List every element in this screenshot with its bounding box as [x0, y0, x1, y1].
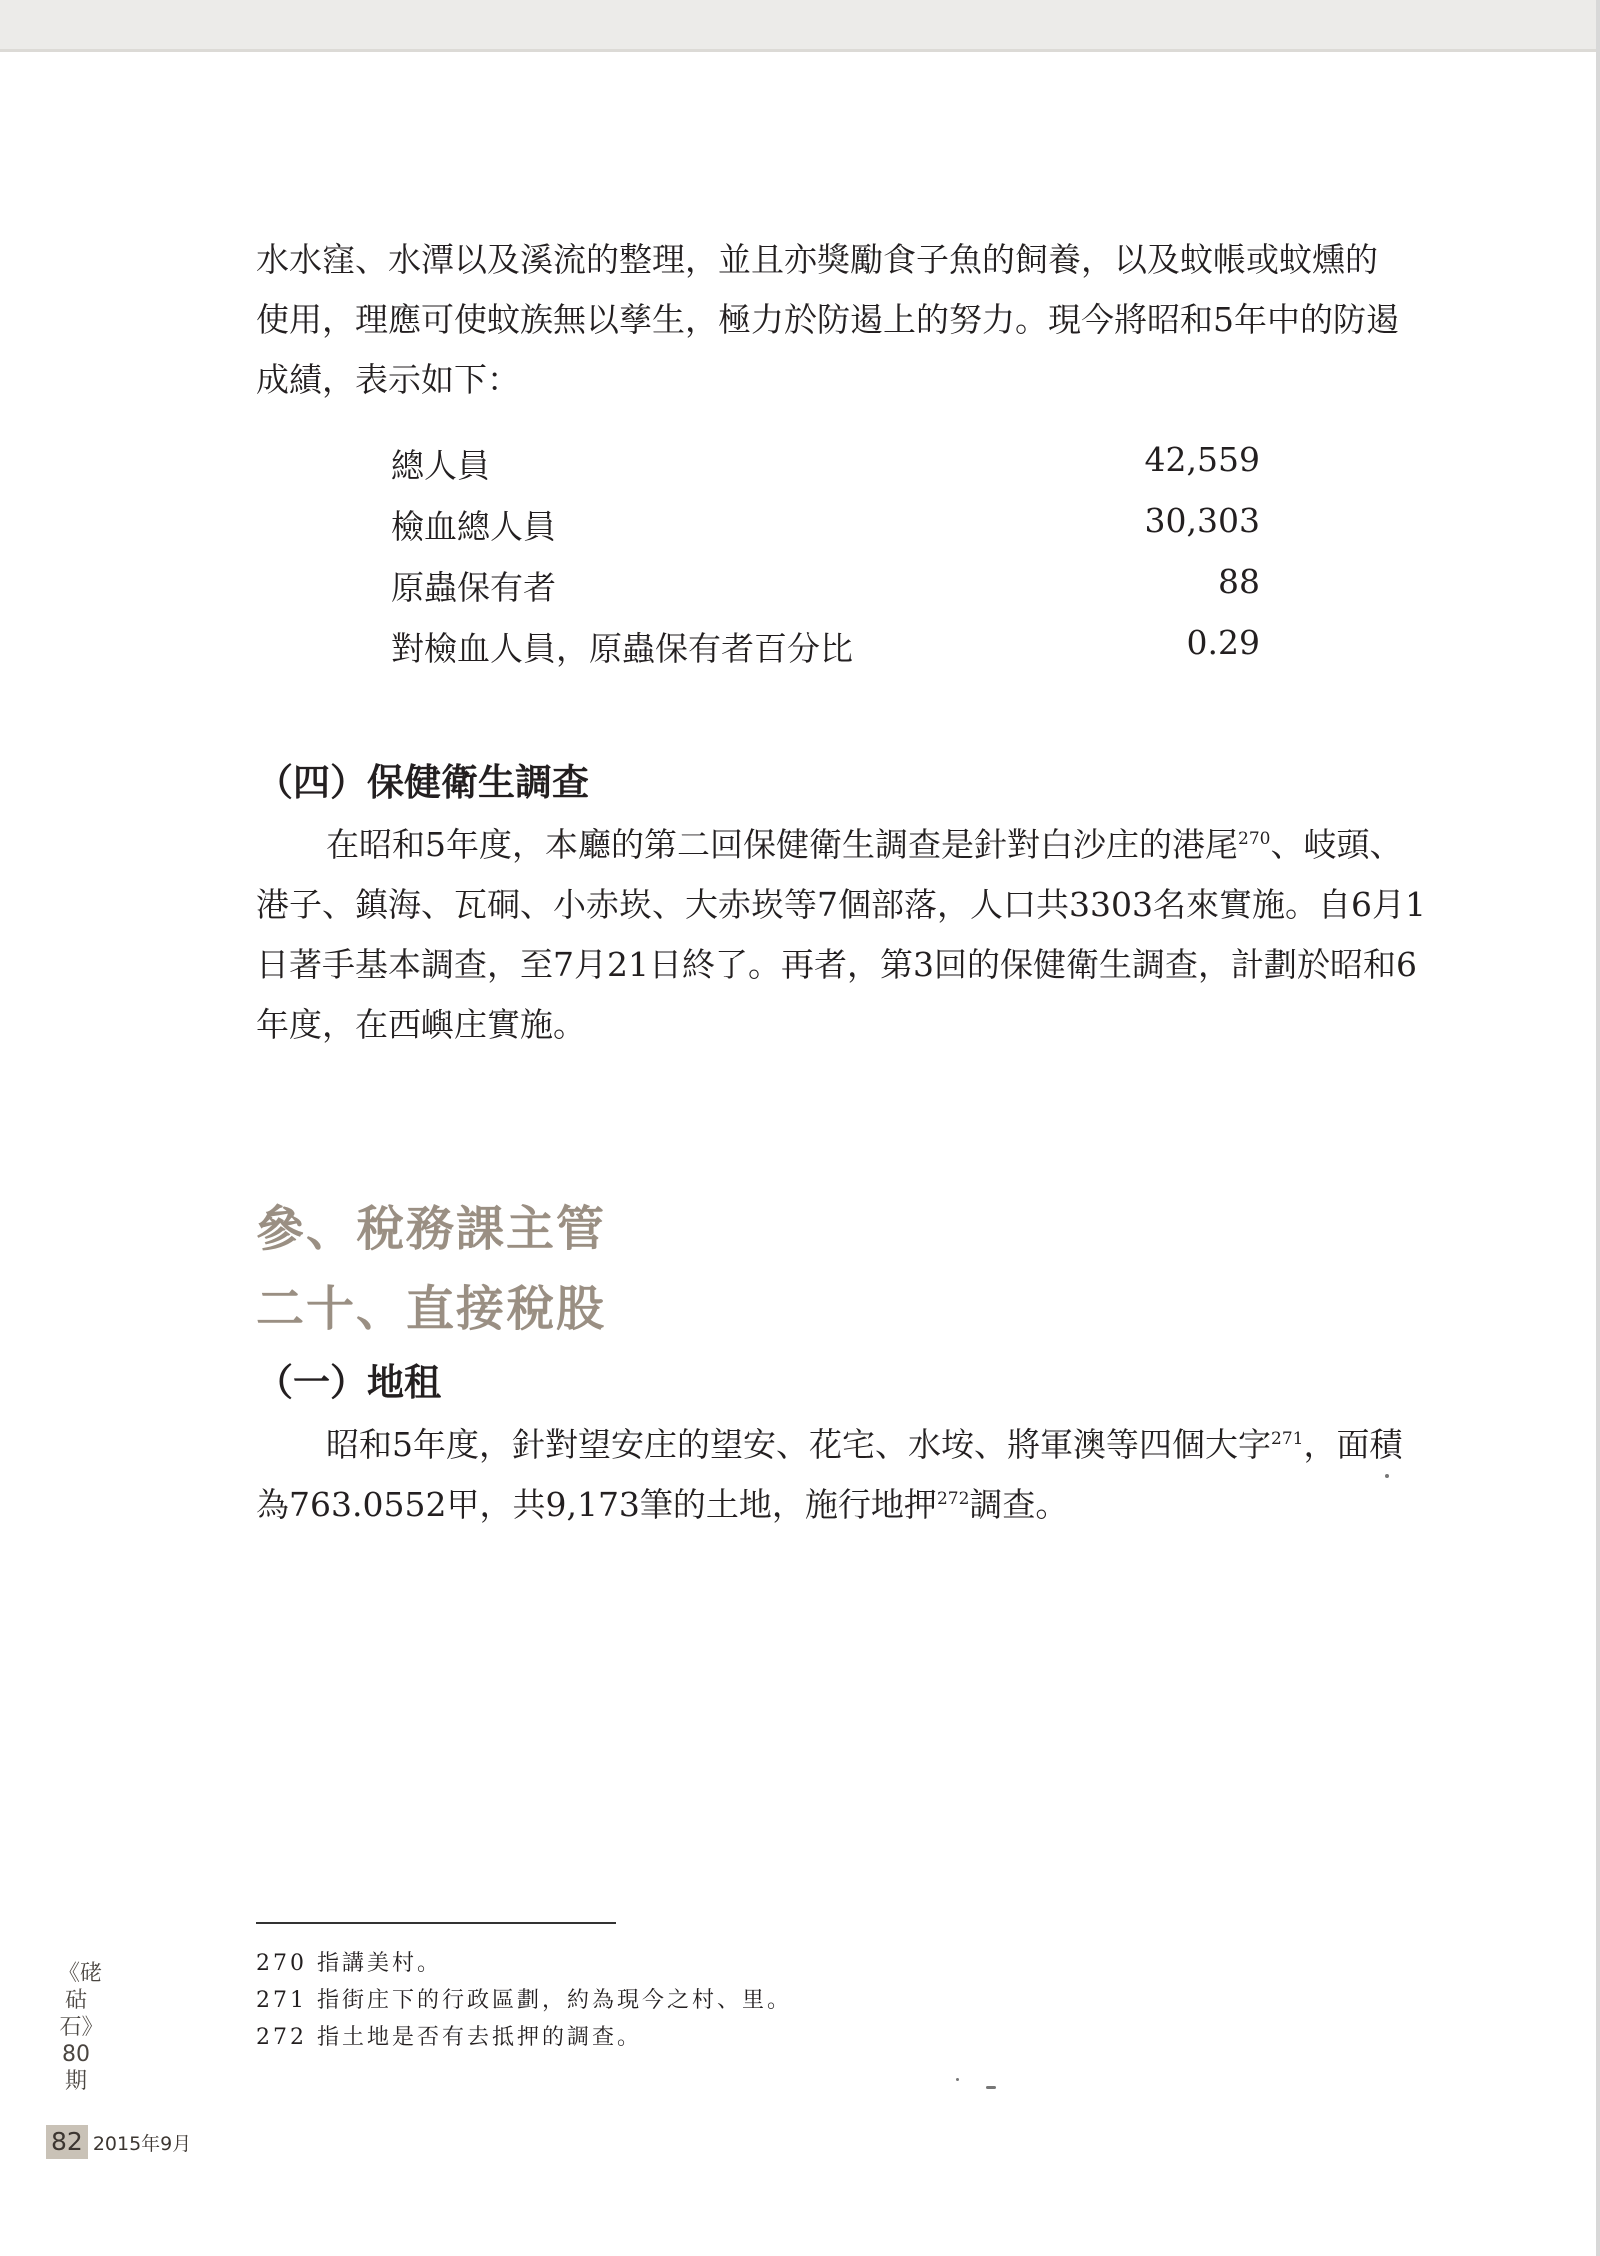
- stat-row: [391, 501, 1391, 562]
- land-tax-line: [256, 1415, 1446, 1475]
- footnote-ref-271[interactable]: 271: [1271, 1429, 1304, 1449]
- health-survey-paragraph: [256, 815, 1446, 1055]
- footnote-divider: [256, 1922, 616, 1924]
- health-survey-line: 年度，在西嶼庄實施。: [256, 1005, 586, 1044]
- section-title: 參、稅務課主管: [256, 1201, 607, 1257]
- intro-line: 水水窪、水潭以及溪流的整理，並且亦獎勵食子魚的飼養，以及蚊帳或蚊燻的: [256, 240, 1378, 279]
- land-tax-heading: （一）地租: [256, 1361, 441, 1404]
- land-tax-text: ，面積: [1303, 1425, 1403, 1464]
- stat-row: [391, 562, 1391, 623]
- scan-speck: [1385, 1474, 1389, 1478]
- stat-value: 30,303: [1144, 501, 1260, 540]
- stat-value: 88: [1218, 562, 1260, 601]
- intro-line: 成績，表示如下：: [256, 360, 520, 399]
- footnote-ref-272[interactable]: 272: [936, 1489, 970, 1509]
- health-survey-line: 日著手基本調查，至7月21日終了。再者，第3回的保健衛生調查，計劃於昭和6: [256, 945, 1417, 984]
- stat-row: [391, 623, 1391, 684]
- land-tax-line: [256, 1475, 1446, 1535]
- prevention-stats-table: [391, 440, 1391, 684]
- footnote-272: 272 指土地是否有去抵押的調查。: [256, 2025, 642, 2050]
- footnotes: [256, 1945, 792, 2056]
- issue-date: 2015年9月: [92, 2132, 192, 2155]
- intro-paragraph: [256, 230, 1446, 410]
- health-survey-line: 港子、鎮海、瓦硐、小赤崁、大赤崁等7個部落，人口共3303名來實施。自6月1: [256, 885, 1426, 924]
- stat-label: 檢血總人員: [391, 507, 556, 546]
- health-survey-heading: （四）保健衛生調查: [256, 761, 589, 804]
- footnote-270: 270 指講美村。: [256, 1951, 442, 1976]
- footnote-271: 271 指街庄下的行政區劃，約為現今之村、里。: [256, 1988, 792, 2013]
- stat-row: [391, 440, 1391, 501]
- health-survey-line: [256, 815, 1446, 875]
- chapter-title: 二十、直接稅股: [256, 1281, 607, 1337]
- health-survey-text: 在昭和5年度，本廳的第二回保健衛生調查是針對白沙庄的港尾: [326, 825, 1238, 864]
- stat-value: 42,559: [1144, 440, 1260, 479]
- stat-value: 0.29: [1186, 623, 1260, 662]
- page-folio: [46, 2125, 191, 2159]
- land-tax-text: 為763.0552甲，共9,173筆的土地，施行地押: [256, 1485, 937, 1524]
- scan-speck: [986, 2086, 996, 2089]
- land-tax-text: 昭和5年度，針對望安庄的望安、花宅、水垵、將軍澳等四個大字: [326, 1425, 1271, 1464]
- intro-line: 使用，理應可使蚊族無以孳生，極力於防遏上的努力。現今將昭和5年中的防遏: [256, 300, 1399, 339]
- health-survey-text: 、岐頭、: [1270, 825, 1403, 864]
- land-tax-paragraph: [256, 1415, 1446, 1535]
- scan-top-edge: [0, 49, 1600, 52]
- scan-right-edge: [1596, 0, 1600, 2256]
- stat-label: 總人員: [391, 446, 490, 485]
- scan-speck: [956, 2078, 959, 2081]
- page-number: 82: [46, 2125, 88, 2159]
- footnote-ref-270[interactable]: 270: [1238, 829, 1271, 849]
- stat-label: 對檢血人員，原蟲保有者百分比: [391, 629, 853, 668]
- land-tax-text: 調查。: [969, 1485, 1069, 1524]
- publication-title: 《硓𥑮石》80期: [58, 1961, 103, 2094]
- stat-label: 原蟲保有者: [391, 568, 556, 607]
- scan-top-band: [0, 0, 1600, 52]
